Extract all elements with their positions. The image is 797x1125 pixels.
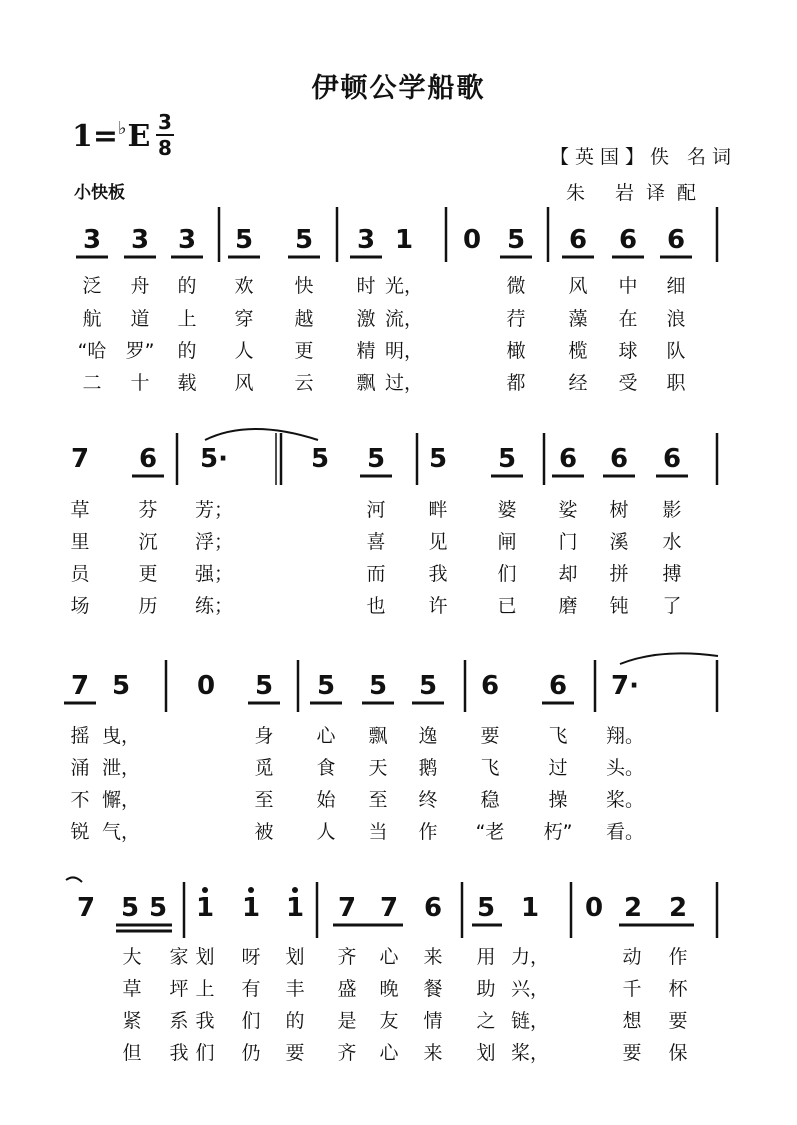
note: 5	[428, 444, 448, 474]
meter-bottom: 8	[158, 136, 172, 160]
lyric: 呀	[241, 946, 261, 968]
tie	[205, 429, 318, 440]
note: 5	[476, 893, 496, 923]
lyric: 兴，	[510, 978, 550, 1000]
lyric: 的	[285, 1010, 305, 1032]
lyric: 始	[316, 789, 336, 811]
key-note: E	[127, 119, 151, 154]
lyric: 但	[122, 1042, 142, 1064]
lyric: 强；	[194, 563, 234, 585]
note: 5	[120, 893, 140, 923]
lyric: 十	[130, 372, 150, 394]
lyric: 仍	[241, 1042, 261, 1064]
lyric: 动	[622, 946, 642, 968]
lyric: 餐	[423, 978, 443, 1000]
lyric: 航	[82, 308, 102, 330]
note: 5	[234, 225, 254, 255]
lyric: 操	[548, 789, 568, 811]
lyric: 钝	[609, 595, 629, 617]
octave-dot	[202, 887, 208, 893]
lyric: 划	[195, 946, 215, 968]
lyric: 的	[177, 275, 197, 297]
note: 5	[316, 671, 336, 701]
lyric: “哈	[77, 340, 107, 362]
lyric: 婆	[497, 499, 517, 521]
lyric: 翔。	[605, 725, 645, 747]
lyric: 坪	[169, 978, 189, 1000]
lyric: 芬	[138, 499, 158, 521]
octave-dot	[248, 887, 254, 893]
lyric: 要	[480, 725, 500, 747]
lyric: 涌	[70, 757, 90, 779]
lyric: 上	[177, 308, 197, 330]
lyric: 员	[70, 563, 90, 585]
note: 3	[177, 225, 197, 255]
lyric: 晚	[379, 978, 399, 1000]
lyric: 被	[254, 821, 274, 843]
note: 5	[506, 225, 526, 255]
lyric: 芳；	[194, 499, 234, 521]
note: 7	[337, 893, 357, 923]
lyric: 了	[662, 595, 682, 617]
lyric: 中	[618, 275, 638, 297]
lyric: 许	[428, 595, 448, 617]
lyric: 千	[622, 978, 642, 1000]
lyric: 要	[285, 1042, 305, 1064]
lyric: 我	[195, 1010, 215, 1032]
lyric: 在	[618, 308, 638, 330]
lyric: 而	[366, 563, 386, 585]
lyric: 磨	[558, 595, 578, 617]
tie	[620, 653, 718, 664]
lyric: 们	[241, 1010, 261, 1032]
lyric: 沉	[138, 531, 158, 553]
lyric: 飘	[356, 372, 376, 394]
lyric: 要	[622, 1042, 642, 1064]
lyric: 里	[70, 531, 90, 553]
lyric: 榄	[568, 340, 588, 362]
lyric: 来	[423, 1042, 443, 1064]
lyric: 载	[177, 372, 197, 394]
lyric: 拼	[609, 563, 629, 585]
note: 5	[254, 671, 274, 701]
lyric: 摇	[70, 725, 90, 747]
note: 5	[368, 671, 388, 701]
lyric: 至	[254, 789, 274, 811]
lyric: 力，	[510, 946, 550, 968]
note: 3	[82, 225, 102, 255]
note: 3	[356, 225, 376, 255]
lyric: 链，	[510, 1010, 550, 1032]
lyric: 队	[666, 340, 686, 362]
lyric: 闸	[497, 531, 517, 553]
lyric: 飘	[368, 725, 388, 747]
lyric: 我	[428, 563, 448, 585]
note: 2	[668, 893, 688, 923]
lyric: 有	[241, 978, 261, 1000]
note: 6	[480, 671, 500, 701]
lyric: 搏	[662, 563, 682, 585]
lyric: 职	[666, 372, 686, 394]
lyric: 们	[195, 1042, 215, 1064]
lyric: 欢	[234, 275, 254, 297]
lyric: 受	[618, 372, 638, 394]
lyric: 娑	[558, 499, 578, 521]
lyric: 场	[70, 595, 90, 617]
lyric: 心	[379, 1042, 399, 1064]
lyric: 水	[662, 531, 682, 553]
lyric: 大	[122, 946, 142, 968]
note: 5	[294, 225, 314, 255]
note: 5	[497, 444, 517, 474]
lyric: 飞	[548, 725, 568, 747]
lyric: 河	[366, 499, 386, 521]
lyric: 们	[497, 563, 517, 585]
lyric: 家	[169, 946, 189, 968]
lyric: 至	[368, 789, 388, 811]
lyric: 锐	[70, 821, 90, 843]
lyric: 人	[316, 821, 336, 843]
lyric: 逸	[418, 725, 438, 747]
lyric: 杯	[668, 978, 688, 1000]
lyric: 作	[668, 946, 688, 968]
lyric: 要	[668, 1010, 688, 1032]
lyricist-credit: 【英国】佚 名词	[550, 146, 738, 168]
note: 7	[70, 671, 90, 701]
note: 0	[462, 225, 482, 255]
note: 6	[558, 444, 578, 474]
lyric: 齐	[337, 1042, 357, 1064]
lyric: 懈，	[101, 789, 141, 811]
lyric: 终	[418, 789, 438, 811]
lyric: 时	[356, 275, 376, 297]
lyric: 齐	[337, 946, 357, 968]
lyric: 桨，	[510, 1042, 550, 1064]
lyric: 门	[558, 531, 578, 553]
lyric: 精	[356, 340, 376, 362]
lyric: 作	[418, 821, 438, 843]
lyric: 情	[423, 1010, 443, 1032]
note: 1	[195, 893, 215, 923]
lyric: 盛	[337, 978, 357, 1000]
lyric: 来	[423, 946, 443, 968]
lyric: 影	[662, 499, 682, 521]
lyric: 更	[294, 340, 314, 362]
lyric: 紧	[122, 1010, 142, 1032]
lyric: 友	[379, 1010, 399, 1032]
lyric: 不	[70, 789, 90, 811]
lyric: 上	[195, 978, 215, 1000]
lyric: 风	[568, 275, 588, 297]
lyric: 飞	[480, 757, 500, 779]
lyric: 的	[177, 340, 197, 362]
lyric: 球	[618, 340, 638, 362]
lyric: 舟	[130, 275, 150, 297]
lyric: 用	[476, 946, 496, 968]
note: 3	[130, 225, 150, 255]
lyric: 荇	[506, 308, 526, 330]
lyric: 曳，	[101, 725, 141, 747]
lyric: 过	[548, 757, 568, 779]
lyric: 溪	[609, 531, 629, 553]
lyric: 草	[70, 499, 90, 521]
lyric: 练；	[194, 595, 234, 617]
lyric: 更	[138, 563, 158, 585]
note: 1	[241, 893, 261, 923]
lyric: 人	[234, 340, 254, 362]
lyric: 都	[506, 372, 526, 394]
lyric: 过，	[384, 372, 424, 394]
key-prefix: 1=	[72, 119, 119, 154]
lyric: 明，	[384, 340, 424, 362]
note: 5	[310, 444, 330, 474]
lyric: 草	[122, 978, 142, 1000]
lyric: 树	[609, 499, 629, 521]
tempo-marking: 小快板	[74, 183, 125, 203]
note: 1	[285, 893, 305, 923]
note: 6	[666, 225, 686, 255]
lyric: 云	[294, 372, 314, 394]
lyric: 激	[356, 308, 376, 330]
lyric: 却	[558, 563, 578, 585]
lyric: 已	[497, 595, 517, 617]
note: 7	[70, 444, 90, 474]
lyric: 身	[254, 725, 274, 747]
note: 5·	[200, 444, 228, 474]
lyric: 心	[316, 725, 336, 747]
lyric: 光，	[384, 275, 424, 297]
note: 7	[76, 893, 96, 923]
lyric: 划	[476, 1042, 496, 1064]
note: 5	[418, 671, 438, 701]
lyric: “老	[475, 821, 505, 843]
lyric: 丰	[285, 978, 305, 1000]
lyric: 我	[169, 1042, 189, 1064]
lyric: 穿	[234, 308, 254, 330]
lyric: 经	[568, 372, 588, 394]
lyric: 喜	[366, 531, 386, 553]
lyric: 觅	[254, 757, 274, 779]
lyric: 流，	[384, 308, 424, 330]
note: 6	[662, 444, 682, 474]
lyric: 想	[622, 1010, 642, 1032]
lyric: 当	[368, 821, 388, 843]
note: 6	[138, 444, 158, 474]
lyric: 天	[368, 757, 388, 779]
lyric: 稳	[480, 789, 500, 811]
note: 6	[548, 671, 568, 701]
lyric: 见	[428, 531, 448, 553]
lyric: 细	[666, 275, 686, 297]
lyric: 保	[668, 1042, 688, 1064]
lyric: 浪	[666, 308, 686, 330]
octave-dot	[292, 887, 298, 893]
lyric: 是	[337, 1010, 357, 1032]
lyric: 畔	[428, 499, 448, 521]
lyric: 越	[294, 308, 314, 330]
lyric: 系	[169, 1010, 189, 1032]
note: 1	[520, 893, 540, 923]
lyric: 之	[476, 1010, 496, 1032]
lyric: 心	[379, 946, 399, 968]
note: 2	[623, 893, 643, 923]
lyric: 风	[234, 372, 254, 394]
lyric: 二	[82, 372, 102, 394]
note: 6	[618, 225, 638, 255]
note: 7	[379, 893, 399, 923]
lyric: 食	[316, 757, 336, 779]
lyric: 看。	[605, 821, 645, 843]
lyric: 划	[285, 946, 305, 968]
lyric: 浮；	[194, 531, 234, 553]
lyric: 罗”	[125, 340, 155, 362]
lyric: 泛	[82, 275, 102, 297]
lyric: 历	[138, 595, 158, 617]
lyric: 气，	[101, 821, 141, 843]
lyric: 鹅	[418, 757, 438, 779]
note: 0	[196, 671, 216, 701]
lyric: 微	[506, 275, 526, 297]
note: 7·	[611, 671, 639, 701]
lyric: 朽”	[543, 821, 573, 843]
lyric: 藻	[568, 308, 588, 330]
flat-sign: ♭	[118, 118, 127, 139]
note: 6	[568, 225, 588, 255]
note: 5	[111, 671, 131, 701]
lyric: 头。	[605, 757, 645, 779]
tie	[66, 877, 82, 882]
lyric: 橄	[506, 340, 526, 362]
note: 0	[584, 893, 604, 923]
note: 5	[366, 444, 386, 474]
lyric: 快	[294, 275, 314, 297]
note: 1	[394, 225, 414, 255]
lyric: 道	[130, 308, 150, 330]
song-title: 伊顿公学船歌	[311, 73, 486, 104]
lyric: 助	[476, 978, 496, 1000]
meter-top: 3	[158, 110, 172, 134]
note: 6	[423, 893, 443, 923]
note: 6	[609, 444, 629, 474]
lyric: 桨。	[605, 789, 645, 811]
translator-credit: 朱 岩译配	[566, 182, 709, 204]
note: 5	[148, 893, 168, 923]
lyric: 也	[366, 595, 386, 617]
lyric: 泄，	[101, 757, 141, 779]
